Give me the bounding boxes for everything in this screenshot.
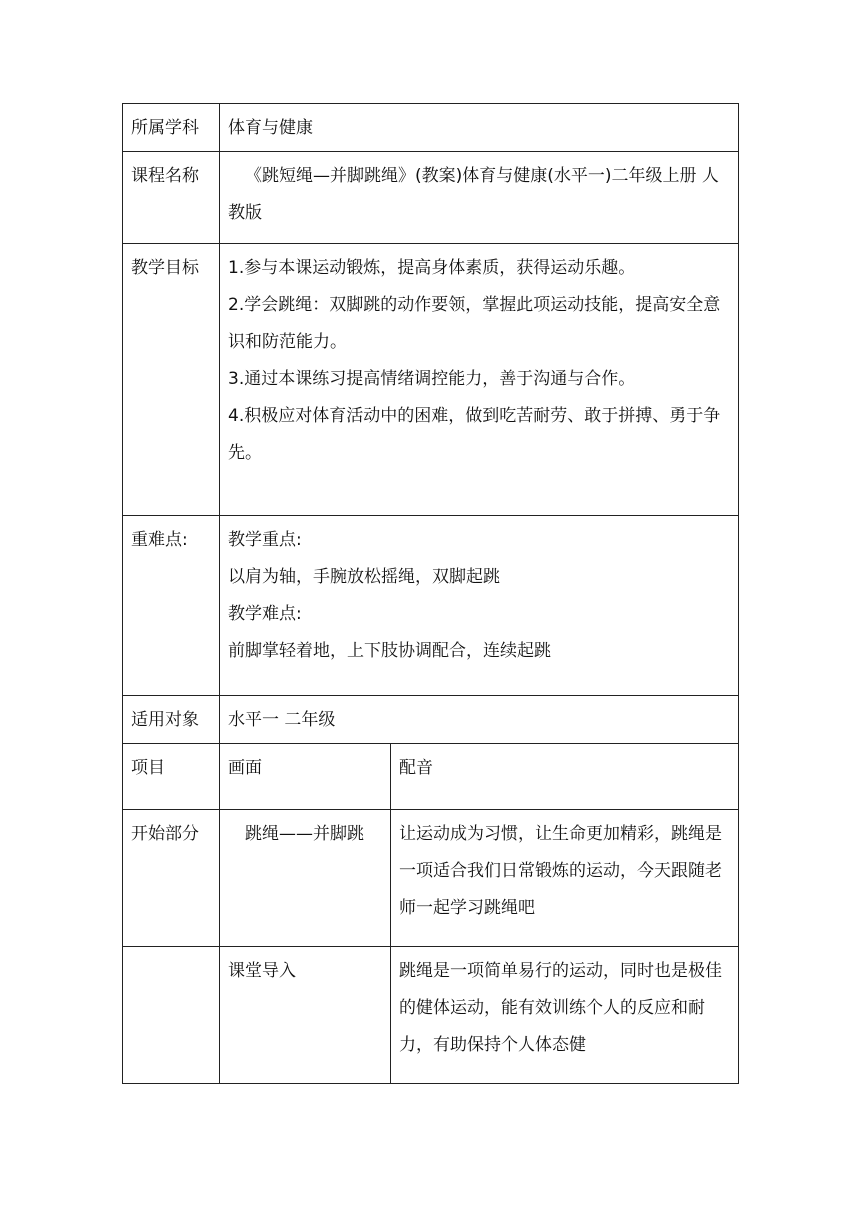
goals-value — [220, 244, 739, 516]
header-voiceover: 配音 — [391, 744, 739, 810]
keypoints-row — [123, 516, 739, 696]
start-voiceover: 让运动成为习惯，让生命更加精彩，跳绳是一项适合我们日常锻炼的运动，今天跟随老师一起学习跳绳吧 — [391, 810, 739, 947]
subject-row — [123, 104, 739, 152]
goal-item: 1.参与本课运动锻炼，提高身体素质，获得运动乐趣。 — [228, 258, 636, 278]
difficulty-text: 前脚掌轻着地，上下肢协调配合，连续起跳 — [228, 641, 551, 661]
goal-item: 2.学会跳绳：双脚跳的动作要领，掌握此项运动技能，提高安全意识和防范能力。 — [228, 295, 721, 352]
intro-section — [123, 947, 220, 1084]
header-item: 项目 — [123, 744, 220, 810]
start-section: 开始部分 — [123, 810, 220, 947]
goals-row — [123, 244, 739, 516]
start-scene: 跳绳——并脚跳 — [220, 810, 391, 947]
audience-value: 水平一 二年级 — [220, 696, 739, 744]
focus-title: 教学重点: — [228, 530, 302, 550]
intro-row — [123, 947, 739, 1084]
keypoints-label: 重难点: — [123, 516, 220, 696]
header-scene: 画面 — [220, 744, 391, 810]
goal-item: 3.通过本课练习提高情绪调控能力，善于沟通与合作。 — [228, 369, 636, 389]
goal-item: 4.积极应对体育活动中的困难，做到吃苦耐劳、敢于拼搏、勇于争先。 — [228, 406, 721, 463]
subject-value: 体育与健康 — [220, 104, 739, 152]
course-label: 课程名称 — [123, 152, 220, 244]
difficulty-title: 教学难点: — [228, 604, 302, 624]
lesson-plan-table — [122, 103, 739, 1084]
subject-label: 所属学科 — [123, 104, 220, 152]
goals-label: 教学目标 — [123, 244, 220, 516]
course-value: 《跳短绳—并脚跳绳》(教案)体育与健康(水平一)二年级上册 人教版 — [220, 152, 739, 244]
intro-scene: 课堂导入 — [220, 947, 391, 1084]
audience-label: 适用对象 — [123, 696, 220, 744]
intro-voiceover: 跳绳是一项简单易行的运动，同时也是极佳的健体运动，能有效训练个人的反应和耐力，有助保持个人体态健 — [391, 947, 739, 1084]
course-row — [123, 152, 739, 244]
keypoints-value — [220, 516, 739, 696]
header-row — [123, 744, 739, 810]
audience-row — [123, 696, 739, 744]
focus-text: 以肩为轴，手腕放松摇绳，双脚起跳 — [228, 567, 500, 587]
start-row — [123, 810, 739, 947]
